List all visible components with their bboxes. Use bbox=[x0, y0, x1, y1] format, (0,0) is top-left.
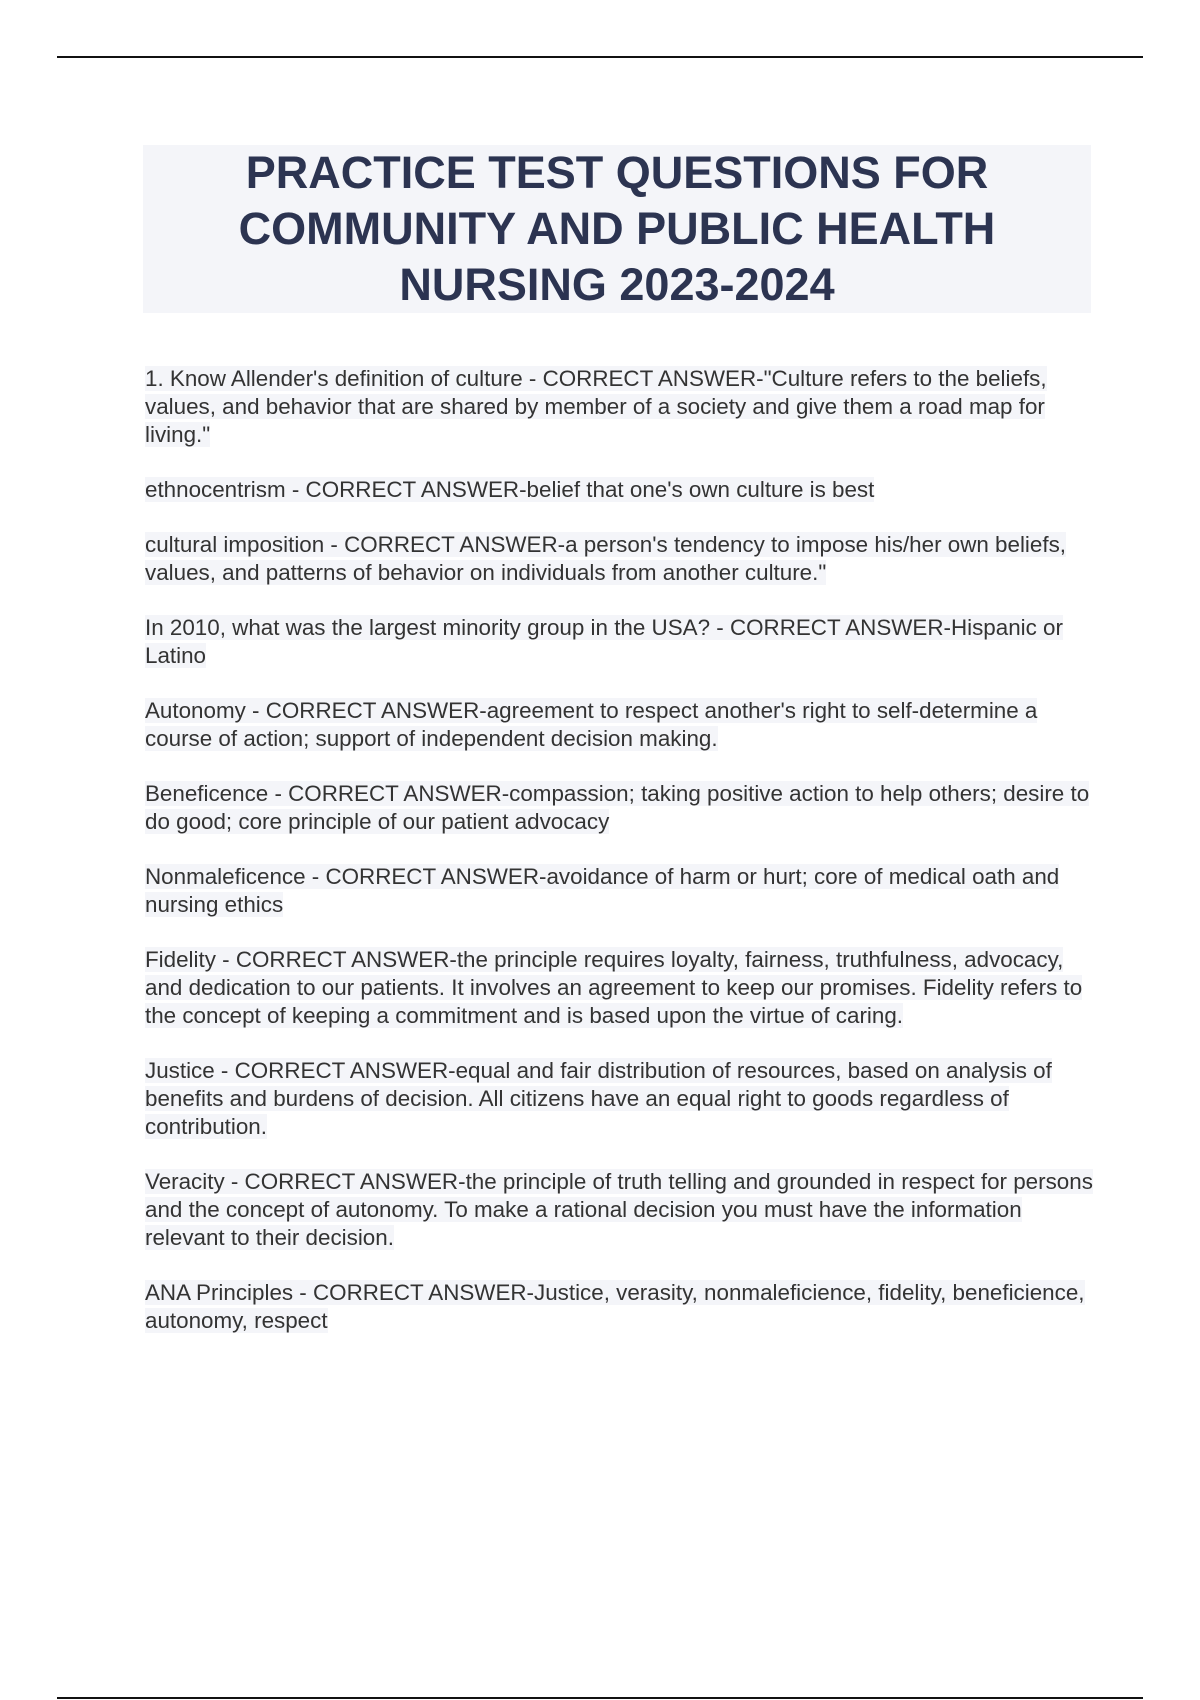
qa-text: Beneficence - CORRECT ANSWER-compassion; taking positive action to help others; desire to do good; core principle of our patient advocacy bbox=[145, 781, 1090, 834]
qa-text: In 2010, what was the largest minority group in the USA? - CORRECT ANSWER-Hispanic or Latino bbox=[145, 615, 1063, 668]
qa-text: Nonmaleficence - CORRECT ANSWER-avoidance of harm or hurt; core of medical oath and nursing ethics bbox=[145, 864, 1060, 917]
qa-item-veracity bbox=[145, 1168, 1093, 1252]
qa-text: cultural imposition - CORRECT ANSWER-a person's tendency to impose his/her own beliefs, values, and patterns of behavior on individuals from another culture." bbox=[145, 532, 1067, 585]
qa-item-autonomy bbox=[145, 697, 1093, 753]
qa-item-nonmaleficence bbox=[145, 863, 1093, 919]
bottom-rule bbox=[57, 1697, 1143, 1699]
qa-item-justice bbox=[145, 1057, 1093, 1141]
qa-list bbox=[145, 365, 1093, 1362]
qa-text: 1. Know Allender's definition of culture - CORRECT ANSWER-"Culture refers to the beliefs, values, and behavior that are shared by member of a society and give them a road map for living." bbox=[145, 366, 1047, 447]
qa-text: ethnocentrism - CORRECT ANSWER-belief that one's own culture is best bbox=[145, 477, 875, 502]
qa-text: Autonomy - CORRECT ANSWER-agreement to respect another's right to self-determine a course of action; support of independent decision making. bbox=[145, 698, 1038, 751]
qa-item-beneficence bbox=[145, 780, 1093, 836]
qa-item-fidelity bbox=[145, 946, 1093, 1030]
qa-item-culture bbox=[145, 365, 1093, 449]
title-banner bbox=[143, 145, 1091, 313]
qa-text: ANA Principles - CORRECT ANSWER-Justice, verasity, nonmaleficience, fidelity, beneficience, autonomy, respect bbox=[145, 1280, 1085, 1333]
qa-item-cultural-imposition bbox=[145, 531, 1093, 587]
qa-item-ethnocentrism bbox=[145, 476, 1093, 504]
qa-item-minority-group bbox=[145, 614, 1093, 670]
document-title: PRACTICE TEST QUESTIONS FOR COMMUNITY AND PUBLIC HEALTH NURSING 2023-2024 bbox=[238, 147, 996, 310]
qa-text: Veracity - CORRECT ANSWER-the principle of truth telling and grounded in respect for persons and the concept of autonomy. To make a rational decision you must have the information relevant to their decision. bbox=[145, 1169, 1093, 1250]
qa-item-ana-principles bbox=[145, 1279, 1093, 1335]
qa-text: Justice - CORRECT ANSWER-equal and fair distribution of resources, based on analysis of benefits and burdens of decision. All citizens have an equal right to goods regardless of contribution. bbox=[145, 1058, 1052, 1139]
top-rule bbox=[57, 56, 1143, 58]
qa-text: Fidelity - CORRECT ANSWER-the principle requires loyalty, fairness, truthfulness, advocacy, and dedication to our patients. It involves an agreement to keep our promises. Fidelity refers to the concept of keeping a commitment and is based upon the virtue of caring. bbox=[145, 947, 1083, 1028]
